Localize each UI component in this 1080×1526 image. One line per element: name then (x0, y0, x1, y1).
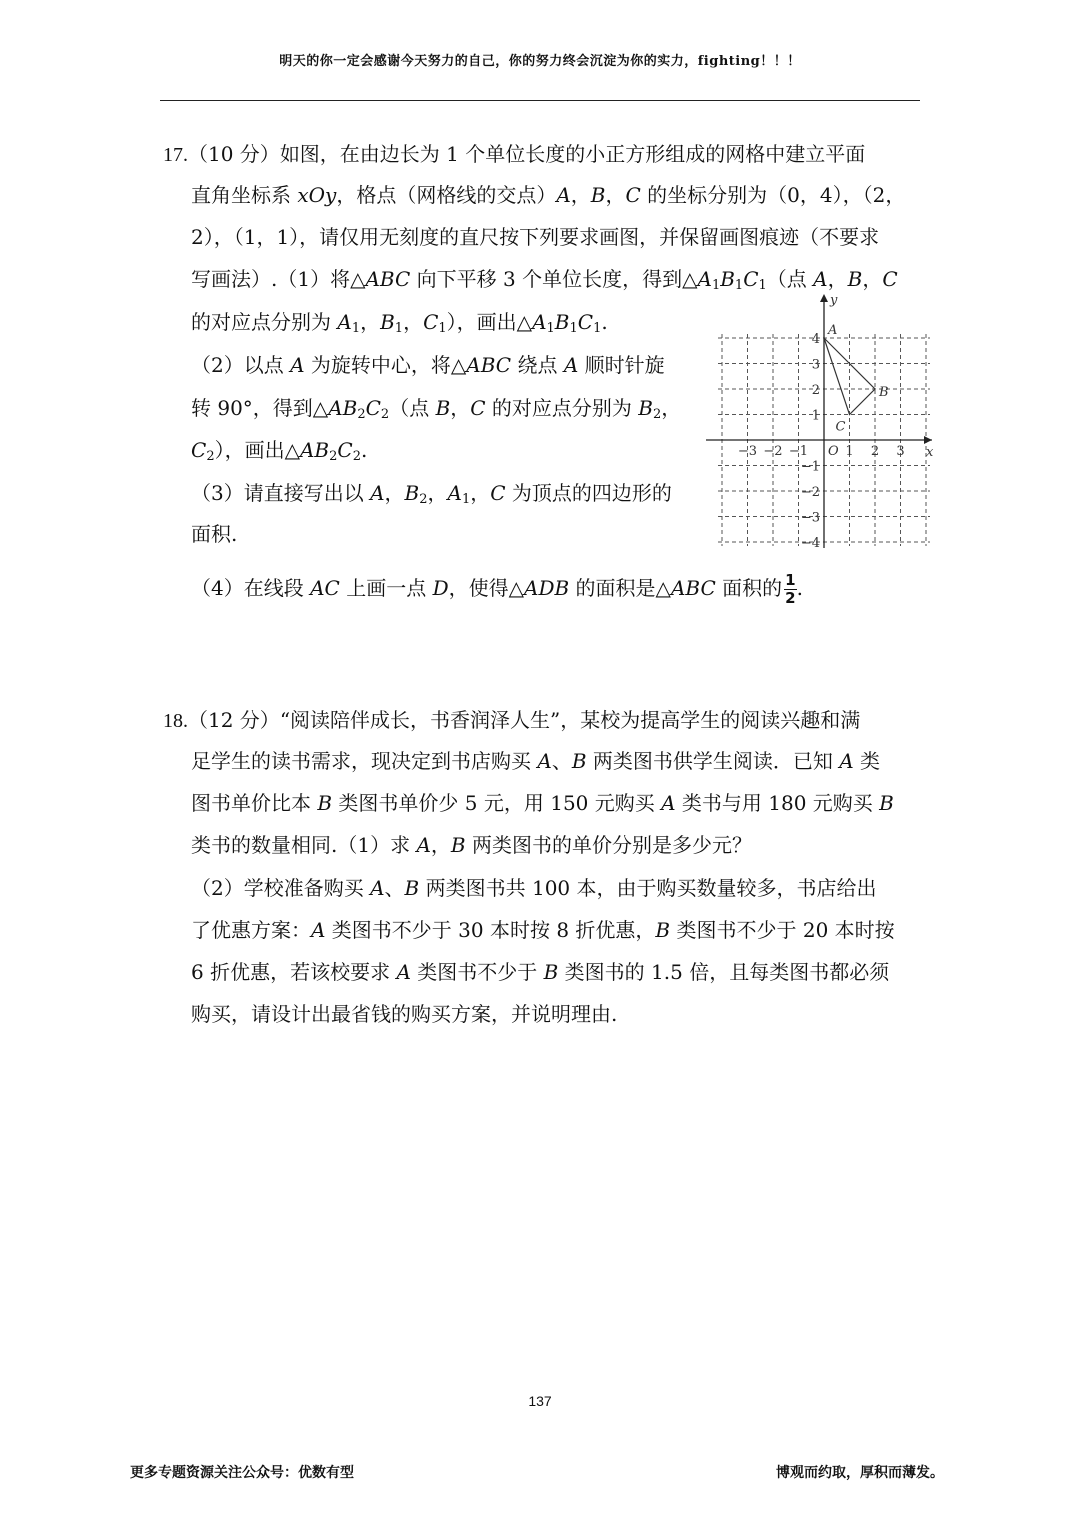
q18-text: 两类图书的单价分别是多少元？ (465, 833, 752, 857)
header-motto: 明天的你一定会感谢今天努力的自己，你的努力终会沉淀为你的实力，fighting！！！ (279, 54, 801, 69)
q17-var: C (191, 438, 207, 462)
q17-sub: 2 (329, 449, 338, 464)
q17-var: B (435, 396, 451, 420)
q17-var: B (720, 267, 735, 291)
q18-line-7 (191, 958, 889, 986)
q17-var: B (590, 183, 606, 207)
q17-sub: 1 (734, 278, 744, 293)
q17-part2-line-3 (191, 436, 367, 464)
q17-part3-line-2 (191, 520, 237, 548)
x-tick-label: 1 (845, 444, 854, 459)
q17-sub: 1 (758, 278, 767, 293)
q17-text: ， (827, 267, 848, 291)
x-tick-label: −3 (737, 444, 758, 459)
q18-text: 两类图书供学生阅读．已知 (586, 749, 840, 773)
q17-line-2 (191, 181, 905, 209)
q17-line-3 (191, 223, 879, 251)
origin-label: O (828, 444, 839, 459)
q17-text: . (361, 438, 368, 462)
coordinate-grid-svg (704, 290, 938, 552)
q17-text: 面积. (191, 522, 238, 546)
y-axis-label: y (830, 293, 838, 308)
q17-var: AB (328, 396, 358, 420)
q17-line-5 (191, 308, 608, 336)
q17-var: A (813, 267, 828, 291)
q17-var: A (532, 310, 547, 334)
q18-var: B (317, 791, 333, 815)
q18-var: A (661, 791, 676, 815)
q18-text: 图书单价比本 (191, 791, 318, 815)
q17-text: ），画出△ (446, 310, 533, 334)
q18-text: 购买，请设计出最省钱的购买方案，并说明理由. (191, 1002, 618, 1026)
q18-var: A (370, 876, 385, 900)
y-tick-label: 1 (811, 408, 820, 424)
q17-part2-line-2 (191, 394, 681, 422)
q17-var: C (490, 481, 506, 505)
q18-line-3 (191, 789, 894, 817)
q18-var: A (311, 918, 326, 942)
q18-line-1 (163, 706, 860, 735)
q17-text: ， (360, 310, 381, 334)
q17-text: 为旋转中心，将△ (304, 353, 467, 377)
fraction-denominator: 2 (785, 589, 796, 607)
coordinate-grid-figure (704, 290, 938, 552)
q17-text: ， (450, 396, 471, 420)
q17-var: C (577, 310, 594, 334)
q17-score: （10 分） (188, 142, 280, 166)
q17-text: ， (862, 267, 883, 291)
q17-var: AB (299, 438, 330, 462)
page-number: 137 (528, 1393, 552, 1409)
q17-sub: 1 (394, 321, 404, 336)
q17-text: （2）以点 (191, 353, 291, 377)
q17-var: ADB (524, 576, 570, 600)
q17-sub: 1 (569, 321, 578, 336)
q17-sub: 2 (357, 407, 366, 422)
q17-var: ABC (365, 267, 411, 291)
q18-text: “阅读陪伴成长，书香润泽人生”，某校为提高学生的阅读兴趣和满 (279, 708, 861, 732)
q18-var: A (839, 749, 854, 773)
q17-sub: 1 (438, 321, 447, 336)
q17-var: B (404, 481, 420, 505)
q18-text: ， (430, 833, 451, 857)
q17-var: C (337, 438, 353, 462)
q17-text: 绕点 (511, 353, 564, 377)
q17-sub: 2 (352, 449, 361, 464)
q18-var: B (404, 876, 420, 900)
q17-text: （点 (766, 267, 814, 291)
header-divider (160, 100, 920, 101)
point-label-a: A (828, 323, 838, 338)
point-label-c: C (835, 419, 846, 435)
y-tick-label: −2 (800, 485, 820, 500)
q17-var: A (563, 353, 579, 377)
q17-text: . (796, 576, 803, 600)
q18-var: B (543, 960, 559, 984)
q17-var: C (423, 310, 439, 334)
q17-text: 为顶点的四边形的 (505, 481, 672, 505)
q17-var: A (337, 310, 352, 334)
q18-text: 、 (384, 876, 405, 900)
q17-sub: 1 (711, 278, 721, 293)
q17-text: 的坐标分别为（0，4），（2， (640, 183, 906, 207)
one-half-fraction (784, 572, 796, 607)
q17-var: xOy (297, 183, 337, 207)
x-tick-label: −1 (788, 444, 809, 459)
q18-var: B (450, 833, 466, 857)
q18-var: B (571, 749, 587, 773)
q17-var: C (365, 396, 381, 420)
q17-var: D (432, 576, 449, 600)
q17-line-4 (191, 265, 898, 293)
q17-var: ABC (670, 576, 716, 600)
q17-sub: 1 (351, 321, 361, 336)
x-axis-arrow (924, 436, 932, 444)
q17-var: ABC (466, 353, 512, 377)
q18-text: 类书的数量相同.（1）求 (191, 833, 417, 857)
y-tick-label: −3 (800, 510, 820, 526)
q18-var: A (396, 960, 411, 984)
q17-text: . (601, 310, 608, 334)
q17-text: 如图，在由边长为 1 个单位长度的小正方形组成的网格中建立平面 (279, 142, 866, 166)
q17-text: ，格点（网格线的交点） (336, 183, 557, 207)
q17-var: A (556, 183, 571, 207)
q17-line-1 (163, 140, 865, 169)
q18-text: 类图书不少于 (410, 960, 544, 984)
q18-text: 足学生的读书需求，现决定到书店购买 (191, 749, 538, 773)
q17-var: A (370, 481, 385, 505)
x-tick-label: −2 (763, 444, 783, 459)
q17-var: C (625, 183, 641, 207)
q18-var: A (537, 749, 552, 773)
q18-text: 、 (551, 749, 572, 773)
q18-line-2 (191, 747, 880, 775)
y-tick-label: −1 (800, 459, 820, 475)
q17-sub: 2 (206, 449, 215, 464)
q18-var: A (416, 833, 431, 857)
y-axis-arrow (820, 294, 828, 302)
q18-line-6 (191, 916, 895, 944)
q18-text: 类 (853, 749, 881, 773)
q18-text: 类书与用 180 元购买 (675, 791, 880, 815)
q17-text: （点 (389, 396, 436, 420)
q17-text: 面积的 (715, 576, 783, 600)
y-tick-label: 4 (811, 332, 820, 347)
q17-part4-line (191, 568, 803, 608)
x-tick-label: 2 (870, 444, 880, 459)
q17-sub: 2 (419, 492, 428, 507)
q18-text: （2）学校准备购买 (191, 876, 371, 900)
q17-text: 上画一点 (339, 576, 433, 600)
q18-text: 类图书的 1.5 倍，且每类图书都必须 (558, 960, 890, 984)
q18-score: （12 分） (188, 708, 280, 732)
y-tick-label: −4 (800, 536, 820, 551)
q17-text: 的对应点分别为 (191, 310, 338, 334)
q18-line-8 (191, 1000, 617, 1028)
q17-sub: 1 (546, 321, 555, 336)
q17-text: ， (661, 396, 682, 420)
q18-text: 了优惠方案： (191, 918, 311, 942)
q17-text: ， (403, 310, 424, 334)
q17-text: 直角坐标系 (191, 183, 298, 207)
q17-sub: 1 (461, 492, 471, 507)
q17-var: B (554, 310, 570, 334)
x-tick-label: 3 (896, 444, 905, 459)
q17-var: AC (310, 576, 340, 600)
q17-sub: 2 (653, 407, 662, 422)
q18-text: 类图书不少于 20 本时按 (670, 918, 895, 942)
q17-text: 转 90°，得到△ (191, 396, 329, 420)
fraction-numerator: 1 (785, 571, 796, 589)
q17-text: ， (570, 183, 591, 207)
q17-part2-line-1 (191, 351, 665, 379)
q17-text: ， (427, 481, 448, 505)
q17-text: 顺时针旋 (578, 353, 665, 377)
q17-text: ， (605, 183, 626, 207)
x-axis-label: x (926, 445, 934, 460)
q18-text: 6 折优惠，若该校要求 (191, 960, 397, 984)
q17-text: 写画法）.（1）将△ (191, 267, 366, 291)
q18-text: 类图书单价少 5 元，用 150 元购买 (332, 791, 662, 815)
q17-text: ， (384, 481, 405, 505)
q17-var: B (638, 396, 653, 420)
q18-var: B (879, 791, 894, 815)
q17-var: C (882, 267, 898, 291)
q18-text: 两类图书共 100 本，由于购买数量较多，书店给出 (419, 876, 877, 900)
q18-text: 类图书不少于 30 本时按 8 折优惠， (325, 918, 656, 942)
q17-text: 的对应点分别为 (485, 396, 639, 420)
q18-var: B (655, 918, 671, 942)
q17-sub: 1 (593, 321, 602, 336)
q17-text: ，使得△ (448, 576, 524, 600)
q17-var: C (743, 267, 759, 291)
q17-var: A (290, 353, 305, 377)
q17-var: B (847, 267, 863, 291)
y-tick-label: 2 (811, 383, 820, 398)
q17-text: 的面积是△ (569, 576, 671, 600)
q17-var: A (697, 267, 712, 291)
q18-number: 18. (163, 710, 188, 732)
footer-left-note: 更多专题资源关注公众号：优数有型 (130, 1465, 354, 1481)
q18-line-5 (191, 874, 877, 902)
q17-sub: 2 (380, 407, 390, 422)
q18-line-4 (191, 831, 752, 859)
q17-var: C (470, 396, 486, 420)
q17-part3-line-1 (191, 479, 672, 507)
q17-number: 17. (163, 144, 188, 166)
footer-right-motto: 博观而约取，厚积而薄发。 (776, 1465, 944, 1481)
y-tick-label: 3 (811, 357, 820, 373)
point-label-b: B (879, 385, 889, 400)
q17-text: 向下平移 3 个单位长度，得到△ (410, 267, 698, 291)
q17-text: 2），（1，1），请仅用无刻度的直尺按下列要求画图，并保留画图痕迹（不要求 (191, 225, 880, 249)
q17-text: （3）请直接写出以 (191, 481, 371, 505)
q17-var: A (447, 481, 462, 505)
q17-text: ），画出△ (214, 438, 300, 462)
q17-text: ， (470, 481, 491, 505)
q17-var: B (380, 310, 395, 334)
q17-text: （4）在线段 (191, 576, 311, 600)
